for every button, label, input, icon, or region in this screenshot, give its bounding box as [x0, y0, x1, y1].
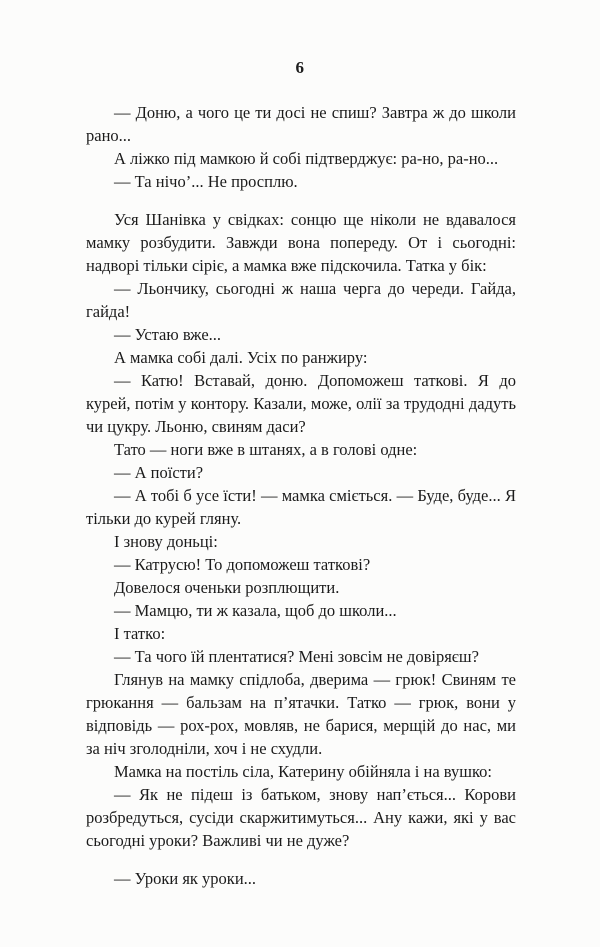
paragraph: — А тобі б усе їсти! — мамка сміється. — Буде, буде... Я тільки до курей гляну. [86, 486, 516, 528]
paragraph: Уся Шанівка у свідках: сонцю ще ніколи не вдавалося мамку розбудити. Завжди вона попереду. От і сьогодні: надворі тільки сіріє, а мамка вже підскочила. Татка у бік: [86, 210, 516, 275]
paragraph: — Устаю вже... [114, 325, 222, 344]
paragraph: — Як не підеш із батьком, знову нап’ється... Корови розбредуться, сусіди скаржитимуться... Ану кажи, які у вас сьогодні уроки? Важливі чи не дуже? [86, 785, 516, 850]
paragraph: І знову доньці: [114, 532, 218, 551]
paragraph: — Катю! Вставай, доню. Допоможеш таткові. Я до курей, потім у контору. Казали, може, олії за трудодні дадуть чи цукру. Льоню, свиням даси? [86, 371, 516, 436]
paragraph: — Катрусю! То допоможеш таткові? [114, 555, 371, 574]
paragraph: — Льончику, сьогодні ж наша черга до череди. Гайда, гайда! [86, 279, 516, 321]
paragraph: І татко: [114, 624, 166, 643]
text-block [86, 101, 516, 890]
paragraph: — Та нічо’... Не просплю. [114, 172, 298, 191]
paragraph: Тато — ноги вже в штанях, а в голові одне: [114, 440, 418, 459]
paragraph: А ліжко під мамкою й собі підтверджує: ра-но, ра-но... [114, 149, 499, 168]
paragraph: Мамка на постіль сіла, Катерину обійняла і на вушко: [114, 762, 492, 781]
paragraph: — А поїсти? [114, 463, 204, 482]
paragraph: — Та чого їй плентатися? Мені зовсім не довіряєш? [114, 647, 479, 666]
paragraph: Довелося оченьки розплющити. [114, 578, 340, 597]
paragraph: — Уроки як уроки... [114, 869, 257, 888]
paragraph: Глянув на мамку спідлоба, дверима — грюк! Свиням те грюкання — бальзам на п’ятачки. Татко — грюк, вони у відповідь — рох-рох, мовляв, не барися, мерщій до нас, ми за ніч зголодніли, хоч і не схудли. [86, 670, 516, 758]
paragraph: — Мамцю, ти ж казала, щоб до школи... [114, 601, 397, 620]
paragraph: — Доню, а чого це ти досі не спиш? Завтра ж до школи рано... [86, 103, 516, 145]
paragraph: А мамка собі далі. Усіх по ранжиру: [114, 348, 368, 367]
page-number: 6 [295, 58, 305, 77]
